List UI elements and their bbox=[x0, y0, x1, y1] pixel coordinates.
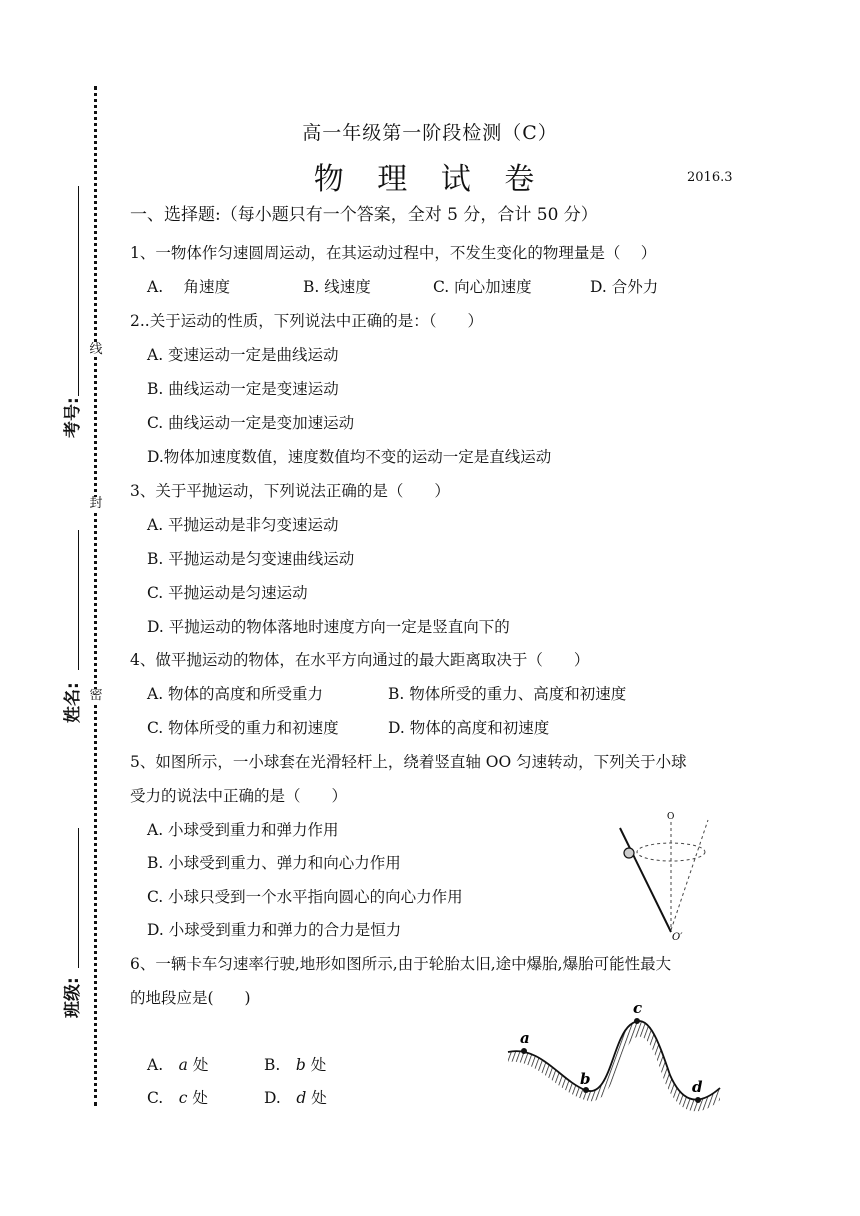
q1-option-b[interactable]: B. 线速度 bbox=[303, 278, 371, 296]
q5-rod-figure bbox=[610, 808, 720, 948]
q6-option-c-letter: C. bbox=[147, 1089, 164, 1107]
q6-stem-line2: 的地段应是( ) bbox=[130, 989, 251, 1007]
q6-option-a-suffix: 处 bbox=[192, 1056, 209, 1074]
q4-option-c[interactable]: C. 物体所受的重力和初速度 bbox=[147, 719, 339, 737]
q3-option-c[interactable]: C. 平抛运动是匀速运动 bbox=[147, 584, 308, 602]
q1-option-c[interactable]: C. 向心加速度 bbox=[433, 278, 532, 296]
q6-option-b-letter: B. bbox=[264, 1056, 281, 1074]
class-label: 班级: bbox=[63, 977, 83, 1018]
q2-option-c[interactable]: C. 曲线运动一定是变加速运动 bbox=[147, 414, 355, 432]
class-line[interactable] bbox=[78, 828, 79, 968]
label-d: d bbox=[692, 1078, 703, 1096]
point-a-dot bbox=[521, 1048, 527, 1054]
q5-option-c[interactable]: C. 小球只受到一个水平指向圆心的向心力作用 bbox=[147, 888, 463, 906]
q1-option-a[interactable]: A. 角速度 bbox=[147, 278, 231, 296]
q5-option-a[interactable]: A. 小球受到重力和弹力作用 bbox=[147, 821, 339, 839]
q6-option-b-suffix: 处 bbox=[310, 1056, 327, 1074]
q6-option-c-var: c bbox=[178, 1089, 188, 1107]
exam-date: 2016.3 bbox=[687, 170, 733, 185]
q4-option-a[interactable]: A. 物体的高度和所受重力 bbox=[147, 685, 324, 703]
axis-label-o-top: O bbox=[667, 812, 675, 822]
name-line[interactable] bbox=[78, 530, 79, 670]
axis-label-o-bottom: O′ bbox=[672, 932, 683, 943]
q6-terrain-figure bbox=[500, 1000, 730, 1120]
q6-option-c[interactable] bbox=[147, 1088, 208, 1108]
q3-option-a[interactable]: A. 平抛运动是非匀变速运动 bbox=[147, 516, 339, 534]
q4-option-d[interactable]: D. 物体的高度和初速度 bbox=[388, 719, 550, 737]
point-d-dot bbox=[695, 1097, 701, 1103]
q6-option-d-letter: D. bbox=[264, 1089, 281, 1107]
name-label: 姓名: bbox=[63, 682, 83, 723]
q3-option-d[interactable]: D. 平抛运动的物体落地时速度方向一定是竖直向下的 bbox=[147, 618, 510, 636]
section-heading: 一、选择题:（每小题只有一个答案，全对 5 分，合计 50 分） bbox=[130, 205, 598, 225]
label-b: b bbox=[580, 1070, 591, 1088]
q3-stem: 3、关于平抛运动，下列说法正确的是（ ） bbox=[130, 482, 450, 500]
q4-stem: 4、做平抛运动的物体，在水平方向通过的最大距离取决于（ ） bbox=[130, 651, 590, 669]
q1-stem: 1、一物体作匀速圆周运动，在其运动过程中，不发生变化的物理量是（ ） bbox=[130, 244, 657, 262]
q2-option-d[interactable]: D.物体加速度数值，速度数值均不变的运动一定是直线运动 bbox=[147, 448, 552, 466]
q6-option-d[interactable] bbox=[264, 1088, 327, 1108]
q5-option-d[interactable]: D. 小球受到重力和弹力的合力是恒力 bbox=[147, 921, 402, 939]
label-c: c bbox=[633, 999, 643, 1017]
point-c-dot bbox=[634, 1018, 640, 1024]
binding-dotted-line bbox=[94, 86, 97, 1106]
q2-option-b[interactable]: B. 曲线运动一定是变速运动 bbox=[147, 380, 339, 398]
q6-option-d-suffix: 处 bbox=[311, 1089, 327, 1107]
q2-option-a[interactable]: A. 变速运动一定是曲线运动 bbox=[147, 346, 339, 364]
q6-option-b-var: b bbox=[295, 1056, 306, 1074]
exam-title: 高一年级第一阶段检测（C） bbox=[302, 122, 558, 144]
q5-stem-line2: 受力的说法中正确的是（ ） bbox=[130, 787, 348, 805]
subject-title: 物 理 试 卷 bbox=[313, 162, 547, 197]
q6-option-a-letter: A. bbox=[147, 1056, 164, 1074]
q5-option-b[interactable]: B. 小球受到重力、弹力和向心力作用 bbox=[147, 854, 401, 872]
q6-option-a-var: a bbox=[178, 1056, 188, 1074]
q2-stem: 2..关于运动的性质，下列说法中正确的是：（ ） bbox=[130, 312, 483, 330]
cone-dashed-line bbox=[671, 820, 708, 930]
exam-number-label: 考号: bbox=[63, 397, 83, 438]
q1-option-d[interactable]: D. 合外力 bbox=[590, 278, 659, 296]
exam-number-line[interactable] bbox=[78, 186, 79, 396]
q6-option-a[interactable] bbox=[147, 1055, 208, 1075]
q6-option-b[interactable] bbox=[264, 1055, 326, 1075]
q4-option-b[interactable]: B. 物体所受的重力、高度和初速度 bbox=[388, 685, 627, 703]
label-a: a bbox=[520, 1029, 530, 1047]
q6-option-d-var: d bbox=[296, 1089, 307, 1107]
q6-stem-line1: 6、一辆卡车匀速率行驶,地形如图所示,由于轮胎太旧,途中爆胎,爆胎可能性最大 bbox=[130, 955, 672, 973]
seal-char-xian: 线 bbox=[89, 342, 103, 357]
seal-char-mi: 密 bbox=[89, 688, 103, 703]
seal-char-feng: 封 bbox=[89, 496, 103, 511]
q5-stem-line1: 5、如图所示，一小球套在光滑轻杆上，绕着竖直轴 OO 匀速转动，下列关于小球 bbox=[130, 753, 687, 771]
q6-option-c-suffix: 处 bbox=[192, 1089, 208, 1107]
q3-option-b[interactable]: B. 平抛运动是匀变速曲线运动 bbox=[147, 550, 355, 568]
ball-circle bbox=[624, 848, 634, 858]
